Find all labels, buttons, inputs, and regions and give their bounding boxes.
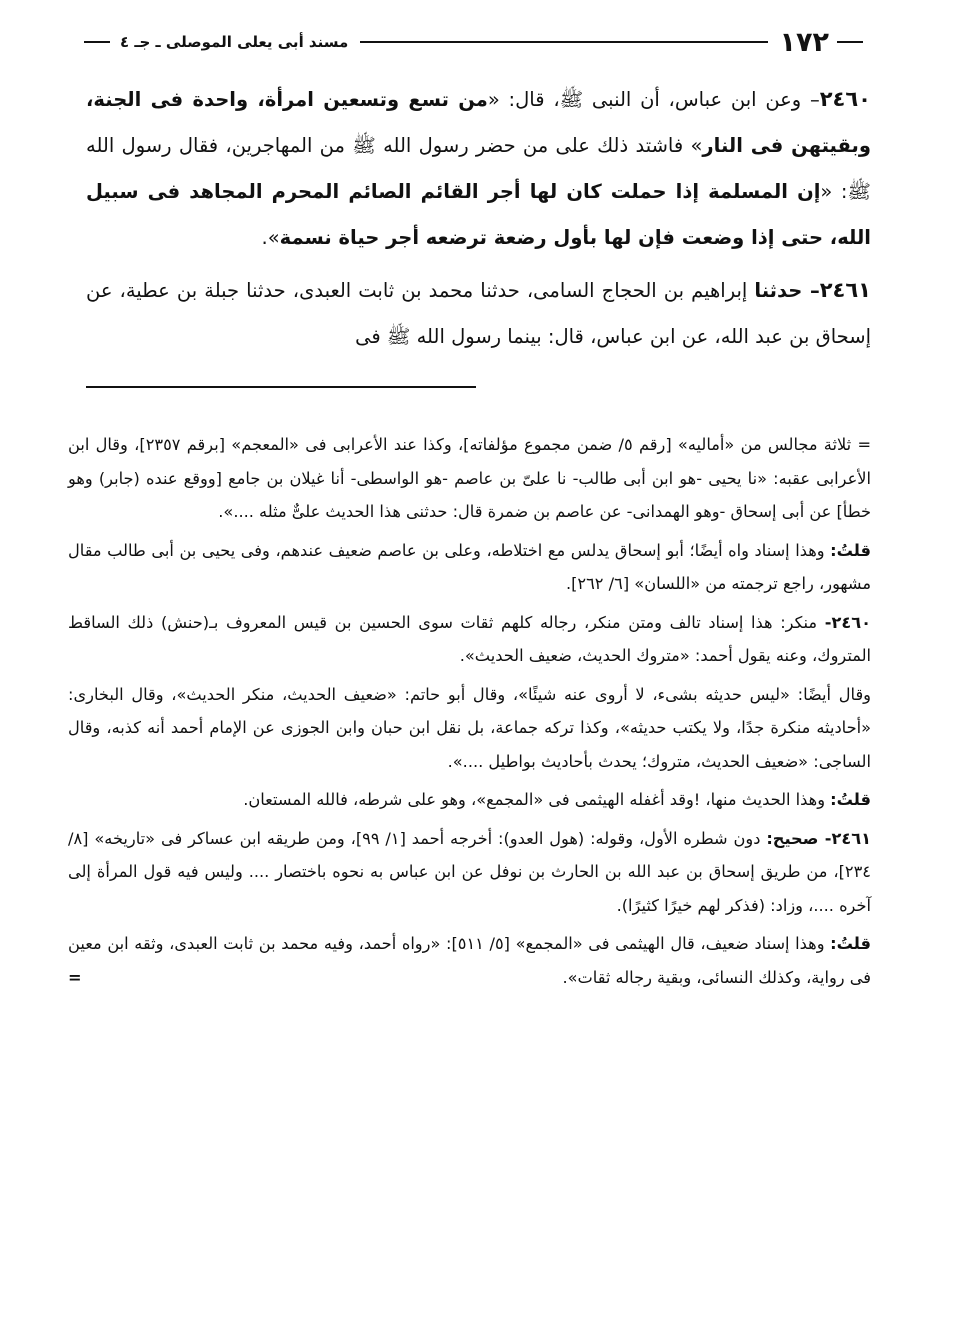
page-number: ١٧٢ xyxy=(779,26,829,58)
book-title: مسند أبى يعلى الموصلى ـ جـ ٤ xyxy=(120,33,349,51)
main-text xyxy=(86,76,871,360)
haddathana: – حدثنا xyxy=(754,279,820,302)
footnote-paragraph: وقال أيضًا: «ليس حديثه بشىء، لا أروى عنه شيئًا»، وقال أبو حاتم: «ضعيف الحديث، منكر الحديث»، وقال البخارى: «أحاديثه منكرة جدًا، ولا يكتب حديثه»، وكذا تركه جماعة، بل نقل ابن حبان وابن الجوزى عن الإمام أحمد أنه كذبه، وقال الساجى: «ضعيف الحديث، متروك؛ يحدث بأحاديث بواطيل ....». xyxy=(68,684,871,771)
footnotes xyxy=(68,428,871,994)
prophetic-quote: إن المسلمة إذا حملت كان لها أجر القائم الصائم المحرم المجاهد فى سبيل الله، حتى إذا وضعت فإن لها بأول رضعة ترضعه أجر حياة نسمة xyxy=(86,180,871,249)
footnote-2461 xyxy=(68,822,871,923)
hadith-end: ». xyxy=(261,226,280,249)
footnote-number: ٢٤٦٠- xyxy=(824,612,871,632)
footnote-comment xyxy=(68,927,871,994)
hadith-text: إبراهيم بن الحجاج السامى، حدثنا محمد بن ثابت العبدى، حدثنا جبلة بن عطية، عن إسحاق بن عبد الله، عن ابن عباس، قال: بينما رسول الله ﷺ فى xyxy=(86,279,871,348)
footnote-text: وهذا إسناد ضعيف، قال الهيثمى فى «المجمع» [٥/ ٥١١]: «رواه أحمد، وفيه محمد بن ثابت العبدى، وثقه ابن معين فى رواية، وكذلك النسائى، وبقية رجاله ثقات». xyxy=(68,934,871,987)
header-rule xyxy=(360,41,767,43)
footnote-comment xyxy=(68,534,871,601)
hadith-number: ٢٤٦٠ xyxy=(819,87,872,111)
hadith-2461 xyxy=(86,267,871,360)
footnote-text: دون شطره الأول، وقوله: (هول العدو): أخرجه أحمد [١/ ٩٩]، ومن طريقه ابن عساكر فى «تاريخه» [٨/ ٢٣٤]، من طريق إسحاق بن عبد الله بن الحارث بن نوفل عن ابن عباس به نحوه باختصار .... وليس فيه قول المرأة إلى آخره ....، وزاد: (فذكر لهم خيرًا كثيرًا). xyxy=(68,828,871,915)
hadith-middle: » فاشتد ذلك على من حضر رسول الله ﷺ من المهاجرين، فقال رسول الله ﷺ: « xyxy=(86,134,871,203)
running-header xyxy=(84,22,871,62)
continuation-mark: = xyxy=(68,967,82,987)
grading-label: صحيح: xyxy=(766,828,825,848)
header-dash xyxy=(837,41,863,43)
prophetic-quote: من تسع وتسعين امرأة، واحدة فى الجنة، وبقيتهن فى النار xyxy=(86,88,871,157)
footnote-text: وهذا إسناد واه أيضًا؛ أبو إسحاق يدلس مع اختلاطه، وعلى بن عاصم ضعيف عندهم، وفى يحيى بن أبى طالب مقال مشهور، راجع ترجمته من «اللسان» [٦/ ٢٦٢]. xyxy=(68,540,871,593)
hadith-intro: – وعن ابن عباس، أن النبى ﷺ، قال: « xyxy=(487,88,820,111)
footnote-separator xyxy=(86,386,476,388)
footnote-number: ٢٤٦١- xyxy=(824,828,871,848)
qultu-label: قلتُ: xyxy=(830,540,871,560)
footnote-2460 xyxy=(68,606,871,673)
header-dash xyxy=(84,41,110,43)
hadith-2460 xyxy=(86,76,871,261)
footnote-continued: = ثلاثة مجالس من «أماليه» [رقم ٥/ ضمن مجموع مؤلفاته]، وكذا عند الأعرابى فى «المعجم» [برقم ٢٣٥٧]، وقال ابن الأعرابى عقبه: «نا يحيى -هو ابن أبى طالب- نا علىّ بن عاصم -هو الواسطى- أنا غيلان بن جامع [ووقع عنده (جابر) وهو خطأ] عن أبى إسحاق -وهو الهمدانى- عن عاصم بن ضمرة قال: حدثنى هذا الحديث علىٌّ مثله ....». xyxy=(68,435,872,521)
footnote-text: منكر: هذا إسناد تالف ومتن منكر، رجاله كلهم ثقات سوى الحسين بن قيس المعروف بـ(حنش) ذلك الساقط المتروك، وعنه يقول أحمد: «متروك الحديث، ضعيف الحديث». xyxy=(68,612,871,665)
footnote-comment xyxy=(68,783,871,817)
footnote-text: وهذا الحديث منها، !وقد أغفله الهيثمى فى «المجمع»، وهو على شرطه، فالله المستعان. xyxy=(243,790,831,809)
qultu-label: قلتُ: xyxy=(830,790,871,809)
qultu-label: قلتُ: xyxy=(830,934,871,953)
hadith-number: ٢٤٦١ xyxy=(819,278,871,302)
